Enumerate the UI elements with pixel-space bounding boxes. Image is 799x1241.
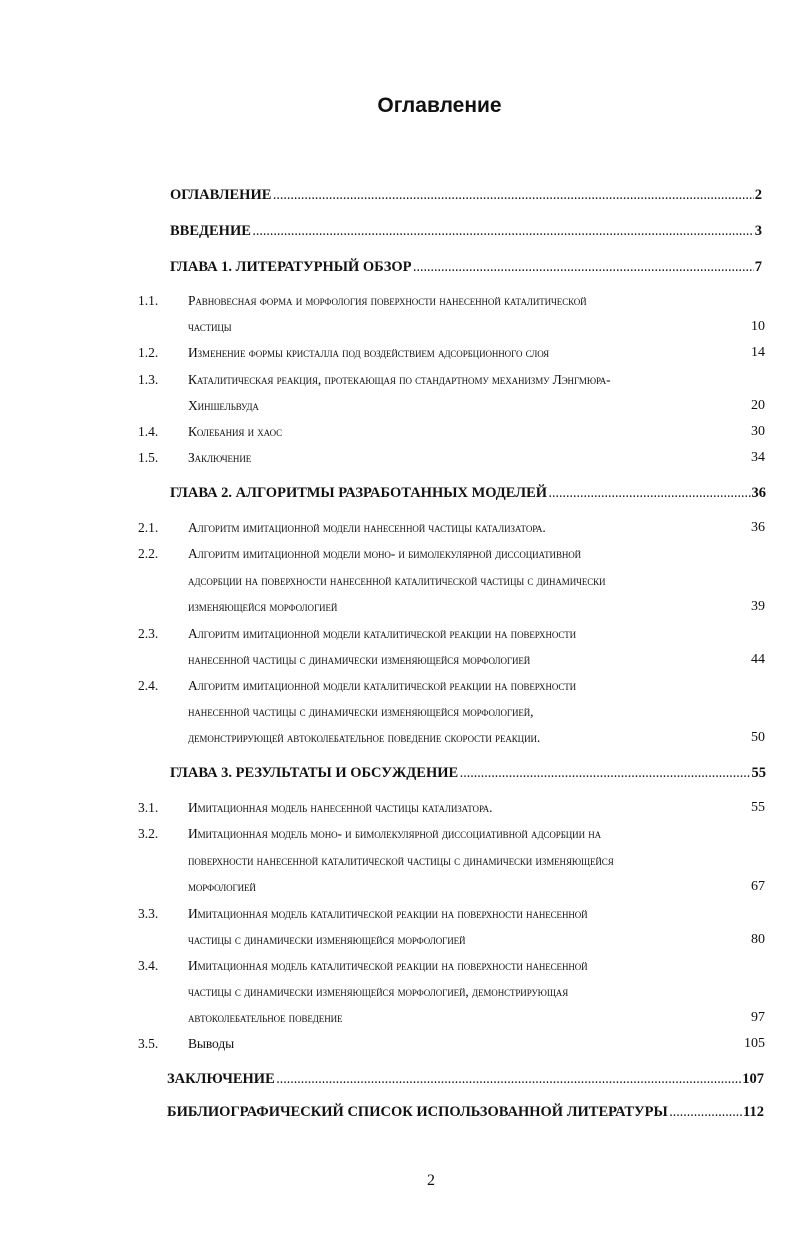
toc-item-number: 2.3. <box>138 626 159 641</box>
toc-item-page: 80 <box>751 932 765 947</box>
toc-item-line[interactable]: Хиншельвуда <box>188 398 259 413</box>
toc-item-number: 2.4. <box>138 678 159 693</box>
toc-item-number: 2.2. <box>138 546 159 561</box>
toc-item-line[interactable]: изменяющейся морфологией <box>188 599 338 614</box>
toc-item-number: 3.4. <box>138 958 159 973</box>
toc-item-line[interactable]: Имитационная модель нанесенной частицы катализатора. <box>188 800 493 815</box>
toc-item-number: 3.2. <box>138 826 159 841</box>
toc-label: ГЛАВА 3. РЕЗУЛЬТАТЫ И ОБСУЖДЕНИЕ <box>170 765 459 781</box>
toc-item-page: 50 <box>751 730 765 745</box>
page-title: Оглавление <box>377 94 502 117</box>
toc-item-line[interactable]: автоколебательное поведение <box>188 1010 343 1025</box>
leader-dots <box>549 485 750 505</box>
toc-entry-bibliography[interactable] <box>167 1102 764 1124</box>
toc-label: БИБЛИОГРАФИЧЕСКИЙ СПИСОК ИСПОЛЬЗОВАННОЙ ЛИТЕРАТУРЫ <box>167 1104 668 1120</box>
toc-entry-chapter-3[interactable] <box>170 763 766 785</box>
toc-item-number: 3.5. <box>138 1036 159 1051</box>
toc-item-line[interactable]: частицы с динамически изменяющейся морфологией <box>188 932 466 947</box>
toc-item-page: 44 <box>751 652 765 667</box>
toc-label: ГЛАВА 1. ЛИТЕРАТУРНЫЙ ОБЗОР <box>170 259 412 275</box>
toc-item-line[interactable]: Изменение формы кристалла под воздействием адсорбционного слоя <box>188 345 549 360</box>
toc-item-line[interactable]: частицы с динамически изменяющейся морфологией, демонстрирующая <box>188 984 569 999</box>
leader-dots <box>670 1104 742 1124</box>
toc-item-line[interactable]: адсорбции на поверхности нанесенной каталитической частицы с динамически <box>188 573 606 588</box>
toc-item-page: 34 <box>751 450 765 465</box>
toc-entry-vvedenie[interactable] <box>170 221 762 243</box>
toc-page: 36 <box>751 485 766 501</box>
toc-page: 112 <box>743 1104 764 1120</box>
toc-item-line[interactable]: Алгоритм имитационной модели моно- и бимолекулярной диссоциативной <box>188 546 582 561</box>
toc-item-line[interactable]: морфологией <box>188 879 256 894</box>
toc-page: 7 <box>754 259 762 275</box>
toc-item-line[interactable]: Заключение <box>188 450 252 465</box>
toc-item-line[interactable]: Имитационная модель каталитической реакции на поверхности нанесенной <box>188 958 588 973</box>
toc-item-page: 14 <box>751 345 765 360</box>
toc-item-number: 1.1. <box>138 293 159 308</box>
toc-item-line[interactable]: нанесенной частицы с динамически изменяющейся морфологией, <box>188 704 534 719</box>
toc-item-number: 1.2. <box>138 345 159 360</box>
toc-item-page: 55 <box>751 800 765 815</box>
toc-item-line[interactable]: нанесенной частицы с динамически изменяющейся морфологией <box>188 652 531 667</box>
toc-item-line[interactable]: поверхности нанесенной каталитической частицы с динамически изменяющейся <box>188 853 614 868</box>
toc-item-page: 97 <box>751 1010 765 1025</box>
toc-item-line[interactable]: Алгоритм имитационной модели нанесенной частицы катализатора. <box>188 520 546 535</box>
toc-item-line[interactable]: демонстрирующей автоколебательное поведение скорости реакции. <box>188 730 541 745</box>
toc-item-number: 3.1. <box>138 800 159 815</box>
toc-item-page: 10 <box>751 319 765 334</box>
toc-label: ГЛАВА 2. АЛГОРИТМЫ РАЗРАБОТАННЫХ МОДЕЛЕЙ <box>170 485 548 501</box>
toc-entry-chapter-2[interactable] <box>170 483 766 505</box>
leader-dots <box>253 223 754 243</box>
toc-label: ЗАКЛЮЧЕНИЕ <box>167 1071 275 1087</box>
toc-item-number: 3.3. <box>138 906 159 921</box>
leader-dots <box>273 187 753 207</box>
leader-dots <box>460 765 750 785</box>
leader-dots <box>277 1071 741 1091</box>
toc-item-number: 2.1. <box>138 520 159 535</box>
toc-item-page: 20 <box>751 398 765 413</box>
toc-item-number: 1.3. <box>138 372 159 387</box>
toc-entry-chapter-1[interactable] <box>170 257 762 279</box>
toc-item-page: 39 <box>751 599 765 614</box>
toc-item-line[interactable]: Алгоритм имитационной модели каталитической реакции на поверхности <box>188 626 577 641</box>
toc-page: 2 <box>754 187 762 203</box>
toc-page: 3 <box>754 223 762 239</box>
toc-item-number: 1.5. <box>138 450 159 465</box>
toc-item-line[interactable]: Имитационная модель каталитической реакции на поверхности нанесенной <box>188 906 588 921</box>
toc-page: 107 <box>742 1071 764 1087</box>
toc-label: ОГЛАВЛЕНИЕ <box>170 187 272 203</box>
toc-item-page: 36 <box>751 520 765 535</box>
toc-entry-zakluchenie[interactable] <box>167 1069 764 1091</box>
toc-entry-oglavlenie[interactable] <box>170 185 762 207</box>
page-number: 2 <box>427 1172 435 1189</box>
toc-item-number: 1.4. <box>138 424 159 439</box>
toc-page: 55 <box>751 765 766 781</box>
toc-item-line[interactable]: Алгоритм имитационной модели каталитической реакции на поверхности <box>188 678 577 693</box>
toc-item-line[interactable]: частицы <box>188 319 232 334</box>
toc-item-page: 105 <box>744 1036 765 1051</box>
leader-dots <box>414 259 754 279</box>
toc-item-line[interactable]: Равновесная форма и морфология поверхности нанесенной каталитической <box>188 293 587 308</box>
toc-item-line[interactable]: Каталитическая реакция, протекающая по стандартному механизму Лэнгмюра- <box>188 372 611 387</box>
toc-item-page: 30 <box>751 424 765 439</box>
toc-item-line[interactable]: Имитационная модель моно- и бимолекулярной диссоциативной адсорбции на <box>188 826 602 841</box>
toc-item-line[interactable]: Выводы <box>188 1036 235 1051</box>
toc-item-line[interactable]: Колебания и хаос <box>188 424 283 439</box>
toc-item-page: 67 <box>751 879 765 894</box>
toc-label: ВВЕДЕНИЕ <box>170 223 251 239</box>
